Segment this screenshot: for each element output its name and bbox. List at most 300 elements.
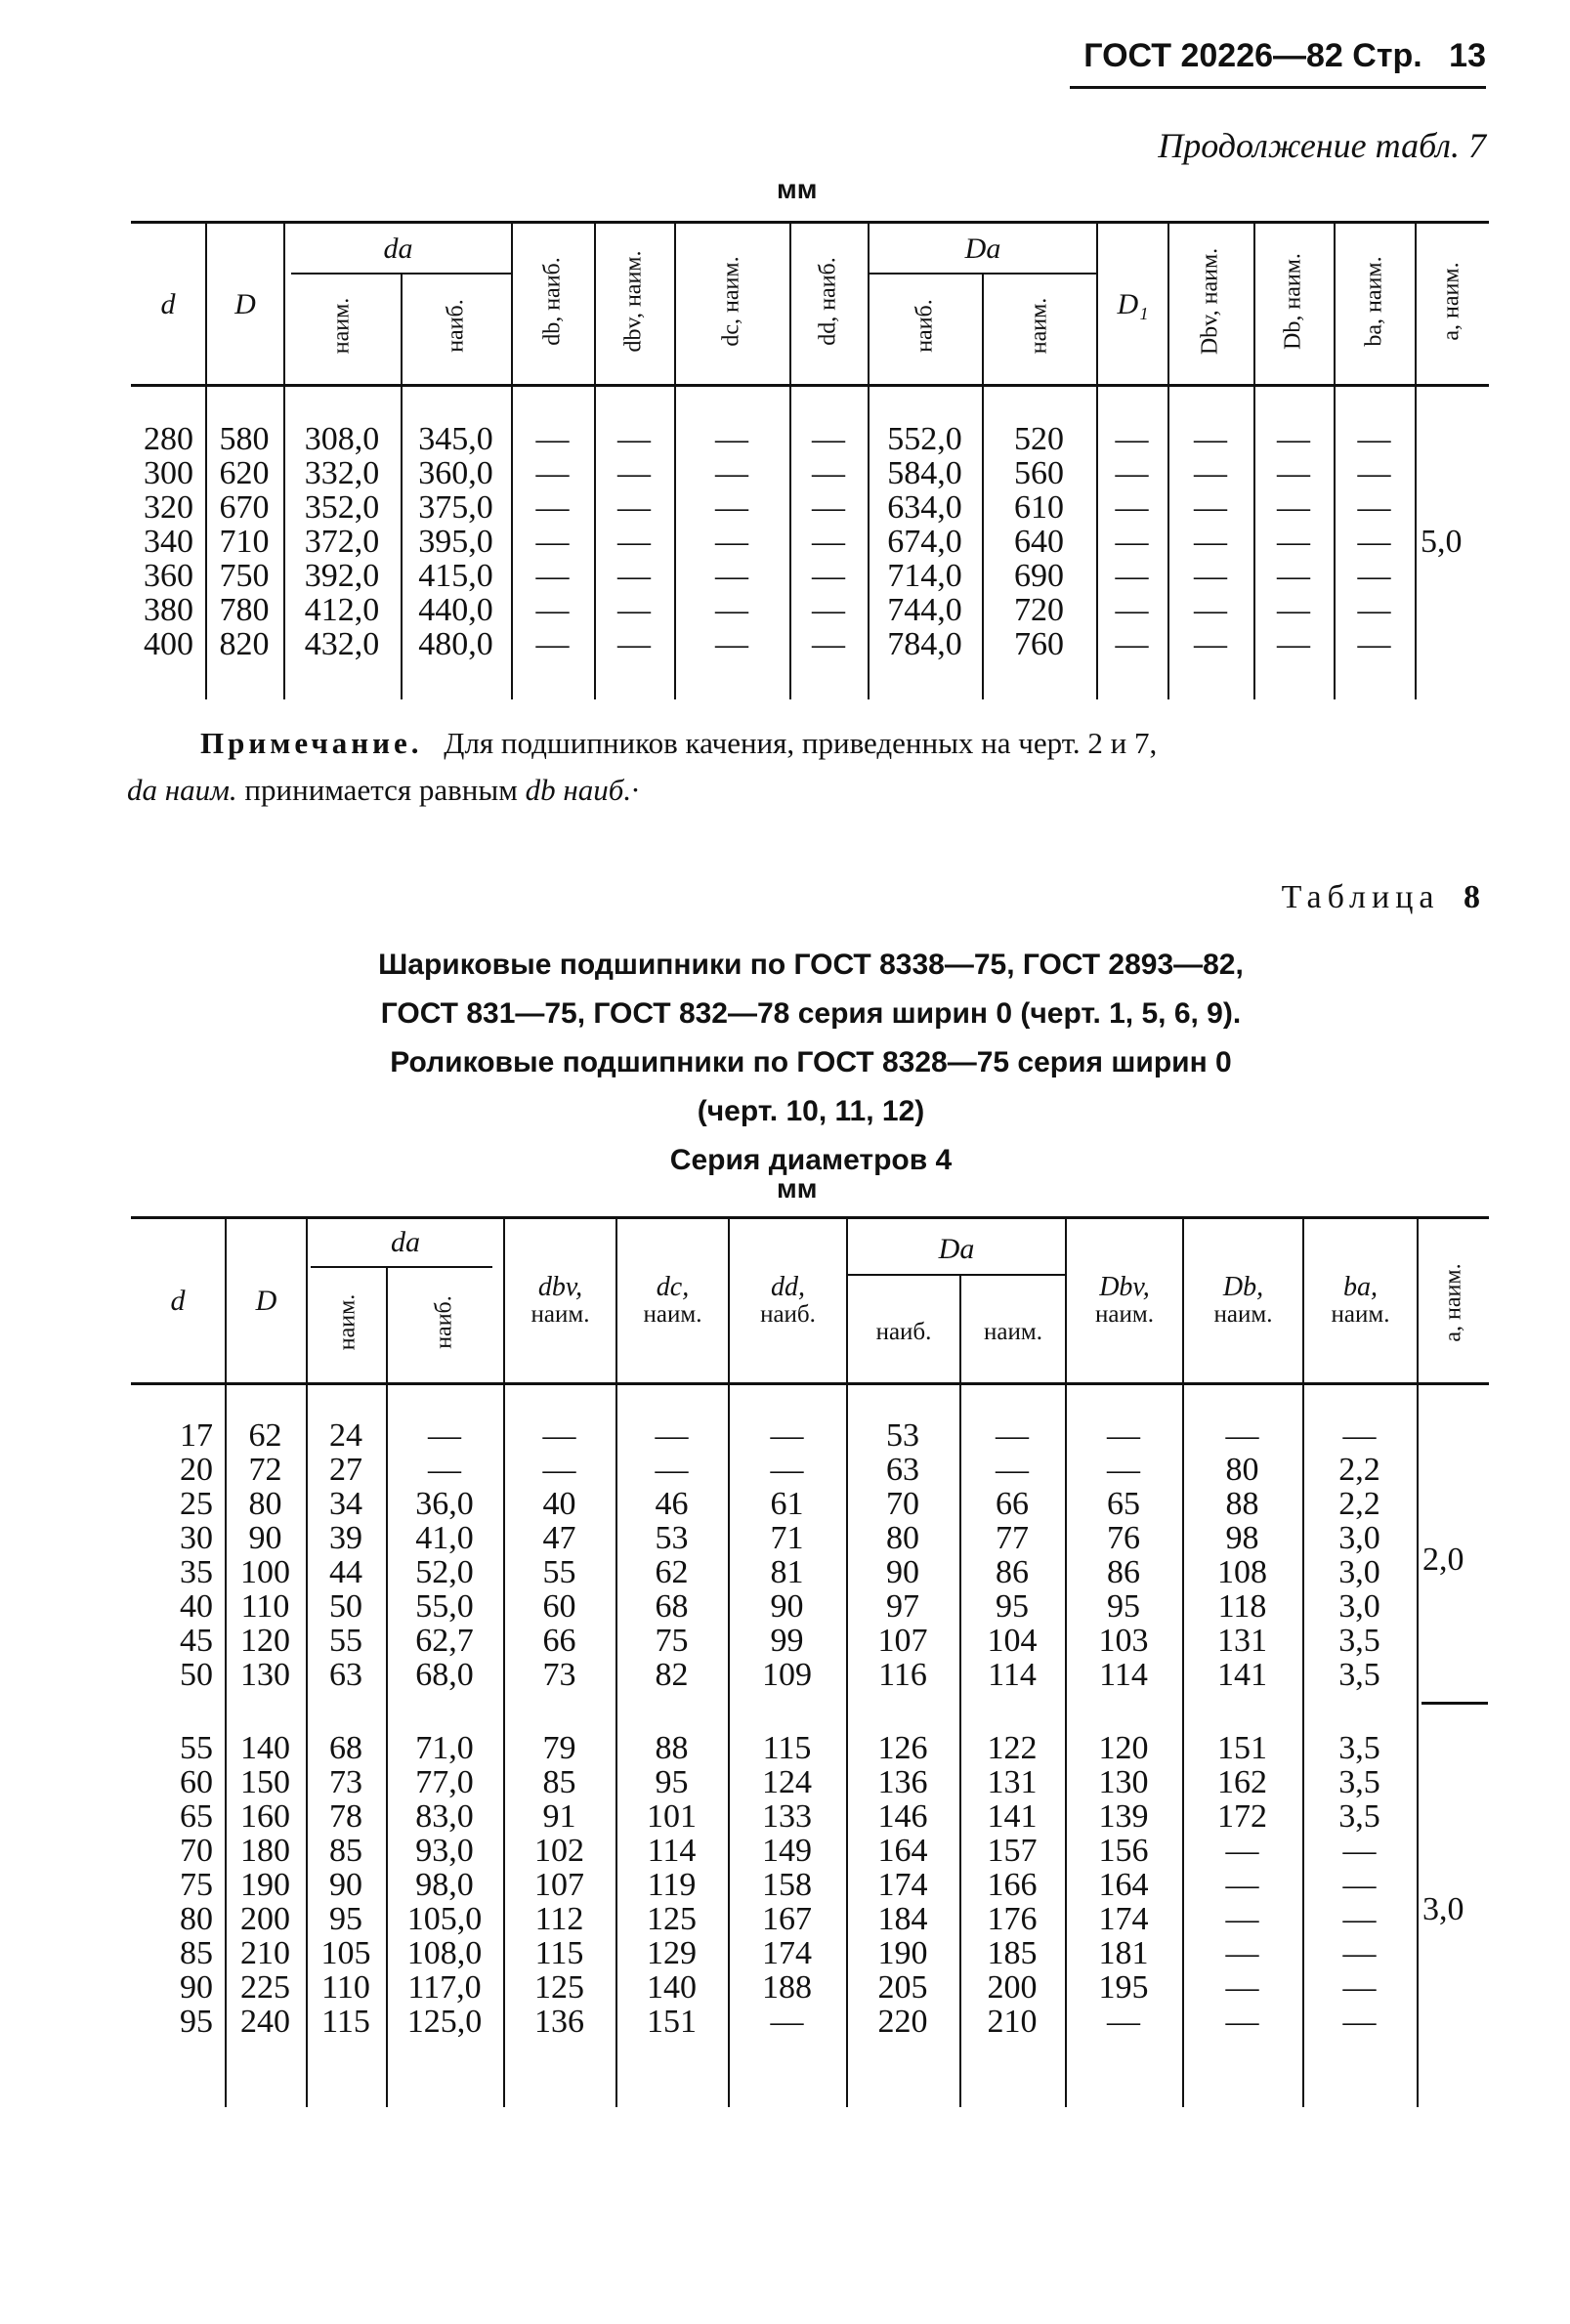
table8.rows_a-cell: 66	[542, 1623, 576, 1659]
table8.rows_b-cell: 136	[534, 2004, 584, 2040]
t7-h-da-naib: наиб.	[443, 299, 469, 353]
table8.rows_b-cell: —	[1342, 1935, 1377, 1971]
table8.rows_b-cell: —	[1342, 2004, 1377, 2040]
table8.rows_a-cell: —	[542, 1452, 576, 1488]
table8.rows_a-cell: —	[996, 1452, 1029, 1488]
table8.rows_a-cell: 55	[542, 1554, 576, 1590]
table7.rows-cell: —	[1194, 455, 1227, 491]
table-row	[131, 593, 1415, 627]
t8-h-dc-sub: наим.	[643, 1301, 702, 1328]
table8.rows_b-cell: 131	[987, 1764, 1038, 1800]
table8.rows_b-cell: 102	[534, 1833, 584, 1869]
table8.rows_b-cell: —	[1225, 1833, 1259, 1869]
table8.rows_a-cell: 72	[248, 1452, 282, 1488]
table8.rows_a-cell: 40	[180, 1588, 213, 1625]
table8.rows_b-cell: 93,0	[415, 1833, 474, 1869]
table7.rows-cell: —	[1194, 489, 1227, 526]
table8.rows_b-cell: 107	[534, 1867, 584, 1903]
table8.rows_a-cell: 131	[1217, 1623, 1267, 1659]
t7-h-Da-naim: наим.	[1026, 297, 1052, 355]
t7-h-dd: dd, наиб.	[815, 257, 841, 346]
table8-Da-rule	[848, 1274, 1065, 1276]
t7-h-dc: dc, наим.	[718, 256, 744, 347]
table7.rows-cell: 584,0	[887, 455, 962, 491]
table8.rows_a-cell: 68	[655, 1588, 689, 1625]
note-da: da наим.	[127, 773, 237, 807]
table8.rows_b-cell: 151	[1217, 1730, 1267, 1766]
table8.rows_a-cell: 27	[329, 1452, 362, 1488]
table8.rows_b-cell: 167	[762, 1901, 812, 1937]
table7.rows-cell: 670	[219, 489, 270, 526]
t7-h-dbv: dbv, наим.	[620, 250, 647, 353]
table7.rows-cell: —	[617, 626, 651, 662]
table8.rows_b-cell: 122	[987, 1730, 1038, 1766]
table8.rows_b-cell: 174	[762, 1935, 812, 1971]
table7.rows-cell: 372,0	[304, 524, 380, 560]
table8.rows_b-cell: 164	[877, 1833, 928, 1869]
t8-a-value-1: 2,0	[1422, 1542, 1464, 1578]
table8.rows_b-cell: 130	[1098, 1764, 1149, 1800]
table8.rows_b-cell: 83,0	[415, 1798, 474, 1835]
table8.rows_b-cell: 117,0	[407, 1969, 482, 2006]
table7.rows-cell: —	[617, 421, 651, 457]
t8-h-da-naib: наиб.	[431, 1295, 457, 1349]
table8.rows_a-cell: 68,0	[415, 1657, 474, 1693]
t8-h-Da-naib: наиб.	[875, 1319, 932, 1345]
table8.rows_b-cell: —	[1225, 1901, 1259, 1937]
table-row	[131, 1834, 1417, 1868]
table-row	[131, 490, 1415, 525]
table7.rows-cell: —	[1357, 524, 1391, 560]
table8-header-rule	[131, 1382, 1489, 1385]
table8.rows_a-cell: 114	[988, 1657, 1037, 1693]
table7.rows-cell: —	[715, 524, 748, 560]
table8.rows_a-cell: 108	[1217, 1554, 1267, 1590]
table7.rows-cell: 760	[1014, 626, 1064, 662]
table7.rows-cell: —	[535, 558, 570, 594]
t8-h-Dbv-sym: Dbv,	[1099, 1272, 1150, 1302]
table8.rows_b-cell: 200	[987, 1969, 1038, 2006]
table8.rows_a-cell: 98	[1225, 1520, 1259, 1556]
table7.rows-cell: —	[535, 524, 570, 560]
table7.rows-cell: —	[535, 455, 570, 491]
table8.rows_a-cell: 65	[1107, 1486, 1140, 1522]
title-line-2: ГОСТ 831—75, ГОСТ 832—78 серия ширин 0 (черт. 1, 5, 6, 9).	[380, 997, 1242, 1030]
table8.rows_b-cell: 125	[534, 1969, 584, 2006]
table8.rows_b-cell: 85	[542, 1764, 576, 1800]
table7.rows-cell: 580	[219, 421, 270, 457]
table8.rows_b-cell: 90	[329, 1867, 362, 1903]
table8.rows_b-cell: 156	[1098, 1833, 1149, 1869]
table7.rows-cell: —	[1357, 489, 1391, 526]
t8-h-da-naim: наим.	[334, 1293, 361, 1351]
table8.rows_a-cell: 66	[996, 1486, 1029, 1522]
table8.rows_a-cell: 34	[329, 1486, 362, 1522]
table7.rows-cell: —	[715, 455, 748, 491]
table7.rows-cell: —	[1277, 455, 1310, 491]
table8.rows_a-cell: 20	[180, 1452, 213, 1488]
table8.rows_b-cell: 136	[877, 1764, 928, 1800]
table8.rows_b-cell: 181	[1098, 1935, 1149, 1971]
table7.rows-cell: 714,0	[887, 558, 962, 594]
table7.rows-cell: 280	[144, 421, 193, 457]
table8.rows_b-cell: 205	[877, 1969, 928, 2006]
table7.rows-cell: —	[812, 592, 845, 628]
table7-continuation: Продолжение табл. 7	[1158, 126, 1486, 165]
table8.rows_a-cell: 62	[655, 1554, 689, 1590]
table8.rows_a-cell: 109	[762, 1657, 812, 1693]
table8.rows_a-cell: 86	[996, 1554, 1029, 1590]
table7.rows-cell: —	[617, 592, 651, 628]
table8.rows_a-cell: —	[1107, 1452, 1140, 1488]
table7.rows-cell: 552,0	[887, 421, 962, 457]
table8.rows_b-cell: 77,0	[415, 1764, 474, 1800]
table7.rows-cell: —	[1194, 626, 1227, 662]
table8.rows_b-cell: 95	[655, 1764, 689, 1800]
t7-h-da: da	[383, 232, 413, 265]
table7.rows-cell: 620	[219, 455, 270, 491]
table8.rows_b-cell: 71,0	[415, 1730, 474, 1766]
table8.rows_b-cell: 91	[542, 1798, 576, 1835]
table7.rows-cell: —	[617, 558, 651, 594]
table8.rows_b-cell: 3,5	[1338, 1764, 1380, 1800]
table8.rows_a-cell: 30	[180, 1520, 213, 1556]
note-label: Примечание.	[200, 726, 423, 760]
table8.rows_b-cell: 146	[877, 1798, 928, 1835]
table8.rows_a-cell: 3,0	[1338, 1520, 1380, 1556]
t8-h-Dbv	[1067, 1274, 1182, 1329]
t8-h-Db	[1184, 1274, 1302, 1329]
table8.rows_a-cell: 97	[886, 1588, 919, 1625]
table8.rows_b-cell: 95	[329, 1901, 362, 1937]
table8.rows_a-cell: —	[542, 1417, 576, 1454]
table8.rows_a-cell: 39	[329, 1520, 362, 1556]
table7.rows-cell: —	[812, 455, 845, 491]
table8.rows_b-cell: 164	[1098, 1867, 1149, 1903]
table8.rows_b-cell: —	[1225, 1867, 1259, 1903]
table7.rows-cell: —	[1357, 455, 1391, 491]
table8.rows_b-cell: 3,5	[1338, 1730, 1380, 1766]
table8.rows_a-cell: 63	[886, 1452, 919, 1488]
note-db: db наиб.·	[525, 773, 639, 807]
table8.rows_a-cell: 46	[655, 1486, 689, 1522]
table7.rows-cell: —	[715, 421, 748, 457]
table8.rows_b-cell: 166	[987, 1867, 1038, 1903]
table7.rows-cell: 300	[144, 455, 193, 491]
note-text1: Для подшипников качения, приведенных на черт. 2 и 7,	[444, 726, 1158, 760]
table8.rows_a-cell: 118	[1217, 1588, 1267, 1625]
table8-title	[147, 941, 1475, 1185]
table8.rows_b-cell: 200	[240, 1901, 290, 1937]
title-line-1: Шариковые подшипники по ГОСТ 8338—75, ГОСТ 2893—82,	[378, 949, 1244, 981]
t7-h-Db: Db, наим.	[1280, 253, 1306, 350]
table8.rows_a-cell: —	[428, 1417, 461, 1454]
t8-h-ba-sym: ba,	[1343, 1272, 1378, 1302]
table8.rows_a-cell: 44	[329, 1554, 362, 1590]
table8.rows_a-cell: —	[428, 1452, 461, 1488]
table8.rows_b-cell: 85	[180, 1935, 213, 1971]
table8.rows_b-cell: —	[1342, 1969, 1377, 2006]
table7.rows-cell: 345,0	[418, 421, 493, 457]
table8.rows_a-cell: 77	[996, 1520, 1029, 1556]
table7.rows-cell: 432,0	[304, 626, 380, 662]
table7.rows-cell: 784,0	[887, 626, 962, 662]
page-header	[1083, 37, 1486, 75]
table8.rows_b-cell: 120	[1098, 1730, 1149, 1766]
t7-h-D1: D₁	[1117, 288, 1149, 320]
t8-h-da: da	[391, 1226, 420, 1258]
table8.rows_b-cell: 98,0	[415, 1867, 474, 1903]
table8.rows_b-cell: 55	[180, 1730, 213, 1766]
table8.rows_b-cell: —	[1342, 1833, 1377, 1869]
table8.rows_b-cell: 80	[180, 1901, 213, 1937]
t7-h-da-naim: наим.	[328, 297, 355, 355]
table8.rows_b-cell: 126	[877, 1730, 928, 1766]
table8.rows_b-cell: 184	[877, 1901, 928, 1937]
title-line-4: (черт. 10, 11, 12)	[697, 1095, 925, 1127]
table8.rows_a-cell: 3,5	[1338, 1657, 1380, 1693]
table7.rows-cell: —	[812, 421, 845, 457]
table7.rows-cell: 640	[1014, 524, 1064, 560]
table-row	[131, 1555, 1417, 1589]
table7.rows-cell: 415,0	[418, 558, 493, 594]
table8.rows_a-cell: 61	[770, 1486, 804, 1522]
table-row	[131, 1868, 1417, 1902]
table7.rows-cell: 360,0	[418, 455, 493, 491]
table7.rows-cell: 720	[1014, 592, 1064, 628]
table8.rows_b-cell: 115	[762, 1730, 812, 1766]
table7.rows-cell: —	[812, 489, 845, 526]
table8.rows_b-cell: 160	[240, 1798, 290, 1835]
table8.rows_a-cell: 95	[1107, 1588, 1140, 1625]
t8-h-a: a, наим.	[1440, 1263, 1466, 1342]
table8.rows_b-cell: 151	[647, 2004, 697, 2040]
table8.rows_b-cell: 190	[877, 1935, 928, 1971]
table7.rows-cell: 480,0	[418, 626, 493, 662]
table8-body-b	[131, 1731, 1417, 2039]
t7-h-Da: Da	[964, 232, 1001, 265]
table7.rows-cell: —	[617, 455, 651, 491]
table8.rows_a-cell: 50	[180, 1657, 213, 1693]
table8.rows_b-cell: 124	[762, 1764, 812, 1800]
table7.rows-cell: —	[1115, 626, 1149, 662]
table8.rows_b-cell: 115	[534, 1935, 584, 1971]
table8.rows_a-cell: —	[770, 1417, 804, 1454]
table-row	[131, 1731, 1417, 1765]
table8.rows_b-cell: 162	[1217, 1764, 1267, 1800]
t8-h-dd	[730, 1274, 846, 1329]
table8.rows_a-cell: 104	[987, 1623, 1038, 1659]
table7.rows-cell: —	[1194, 558, 1227, 594]
t8-h-dd-sym: dd,	[771, 1272, 805, 1302]
t8-h-Dbv-sub: наим.	[1095, 1301, 1154, 1328]
t7-h-d: d	[160, 288, 176, 320]
table7.rows-cell: —	[535, 421, 570, 457]
table8.rows_a-cell: —	[1342, 1417, 1377, 1454]
table8-label	[1282, 879, 1486, 916]
table8.rows_a-cell: 80	[248, 1486, 282, 1522]
table8.rows_a-cell: —	[770, 1452, 804, 1488]
table7.rows-cell: 520	[1014, 421, 1064, 457]
table8.rows_a-cell: 120	[240, 1623, 290, 1659]
table8.rows_b-cell: 115	[321, 2004, 370, 2040]
table7.rows-cell: 780	[219, 592, 270, 628]
table7.rows-cell: 750	[219, 558, 270, 594]
header-rule	[1070, 86, 1486, 89]
table-row	[131, 1658, 1417, 1692]
table7.rows-cell: —	[1194, 524, 1227, 560]
table8.rows_a-cell: 45	[180, 1623, 213, 1659]
table7-top-rule	[131, 221, 1489, 224]
table8.rows_a-cell: 107	[877, 1623, 928, 1659]
t8-h-dbv	[505, 1274, 615, 1329]
table7.rows-cell: —	[1277, 558, 1310, 594]
table8.rows_a-cell: 3,0	[1338, 1554, 1380, 1590]
table8.rows_a-cell: 80	[886, 1520, 919, 1556]
table7.rows-cell: —	[1115, 421, 1149, 457]
table8.rows_b-cell: 140	[240, 1730, 290, 1766]
table8.rows_b-cell: —	[1342, 1867, 1377, 1903]
table8.rows_a-cell: 76	[1107, 1520, 1140, 1556]
table7.rows-cell: —	[1115, 489, 1149, 526]
table8.rows_b-cell: 180	[240, 1833, 290, 1869]
table8.rows_b-cell: 68	[329, 1730, 362, 1766]
table7.rows-cell: 690	[1014, 558, 1064, 594]
standard-number: ГОСТ 20226—82	[1083, 37, 1343, 74]
table7.rows-cell: —	[812, 558, 845, 594]
table7.rows-cell: —	[617, 524, 651, 560]
page-label: Стр.	[1352, 37, 1422, 74]
table7.rows-cell: —	[1115, 524, 1149, 560]
table8.rows_a-cell: 81	[770, 1554, 804, 1590]
table7.rows-cell: 744,0	[887, 592, 962, 628]
t8-h-dc-sym: dc,	[656, 1272, 690, 1302]
table8.rows_b-cell: 157	[987, 1833, 1038, 1869]
table8.rows_b-cell: 195	[1098, 1969, 1149, 2006]
table7.rows-cell: 820	[219, 626, 270, 662]
table-row	[131, 1624, 1417, 1658]
t7-h-a: a, наим.	[1438, 262, 1464, 341]
table8.rows_b-cell: 60	[180, 1764, 213, 1800]
table7.rows-cell: —	[812, 626, 845, 662]
table8.rows_a-cell: 130	[240, 1657, 290, 1693]
table8.rows_b-cell: 114	[647, 1833, 697, 1869]
table8.rows_b-cell: 210	[987, 2004, 1038, 2040]
table8.rows_a-cell: 100	[240, 1554, 290, 1590]
table8.rows_a-cell: 82	[655, 1657, 689, 1693]
table7.rows-cell: —	[1357, 626, 1391, 662]
table7.rows-cell: —	[715, 558, 748, 594]
table-row	[131, 627, 1415, 661]
t8-h-d: d	[170, 1285, 186, 1317]
table8.rows_b-cell: —	[1225, 1969, 1259, 2006]
t8-h-dbv-sub: наим.	[530, 1301, 590, 1328]
table8.rows_b-cell: 174	[877, 1867, 928, 1903]
table7.rows-cell: —	[535, 592, 570, 628]
t8-h-dc	[617, 1274, 728, 1329]
table8-unit: мм	[777, 1173, 818, 1204]
t8-h-ba-sub: наим.	[1331, 1301, 1390, 1328]
table8.rows_a-cell: 110	[240, 1588, 290, 1625]
table8.rows_a-cell: 3,5	[1338, 1623, 1380, 1659]
table7.rows-cell: —	[1115, 455, 1149, 491]
table-row	[131, 1902, 1417, 1936]
table8.rows_a-cell: 2,2	[1338, 1486, 1380, 1522]
table7.rows-cell: 710	[219, 524, 270, 560]
t7-h-D: D	[234, 288, 256, 320]
table8.rows_a-cell: —	[1225, 1417, 1259, 1454]
table7.rows-cell: —	[812, 524, 845, 560]
table8.rows_b-cell: —	[1342, 1901, 1377, 1937]
table-row	[131, 1799, 1417, 1834]
table8.rows_a-cell: 73	[542, 1657, 576, 1693]
table8.rows_a-cell: 35	[180, 1554, 213, 1590]
table8.rows_a-cell: 62	[248, 1417, 282, 1454]
t8-h-Da: Da	[938, 1233, 975, 1265]
table7.rows-cell: 360	[144, 558, 193, 594]
table7.rows-cell: 340	[144, 524, 193, 560]
table8.rows_b-cell: 119	[647, 1867, 697, 1903]
table8.rows_b-cell: 101	[647, 1798, 697, 1835]
table-row	[131, 1765, 1417, 1799]
table8.rows_b-cell: 188	[762, 1969, 812, 2006]
table8.rows_a-cell: 24	[329, 1417, 362, 1454]
table7.rows-cell: 560	[1014, 455, 1064, 491]
t8-h-Da-naim: наим.	[984, 1319, 1042, 1345]
table8.rows_a-cell: 17	[180, 1417, 213, 1454]
t7-h-Dbv: Dbv, наим.	[1197, 247, 1223, 356]
t8-h-dbv-sym: dbv,	[537, 1272, 583, 1302]
t8-h-dd-sub: наиб.	[760, 1301, 816, 1328]
table7.rows-cell: 634,0	[887, 489, 962, 526]
table8.rows_a-cell: —	[655, 1452, 689, 1488]
table8.rows_a-cell: 71	[770, 1520, 804, 1556]
table8.rows_a-cell: 3,0	[1338, 1588, 1380, 1625]
table8.rows_b-cell: 78	[329, 1798, 362, 1835]
table-row	[131, 1487, 1417, 1521]
table8.rows_b-cell: 141	[987, 1798, 1038, 1835]
t7-a-value: 5,0	[1421, 524, 1463, 560]
table7.rows-cell: 412,0	[304, 592, 380, 628]
table8.rows_b-cell: 158	[762, 1867, 812, 1903]
title-line-3: Роликовые подшипники по ГОСТ 8328—75 серия ширин 0	[390, 1046, 1232, 1078]
table8.rows_a-cell: 90	[886, 1554, 919, 1590]
title-line-5: Серия диаметров 4	[669, 1144, 953, 1176]
table7.rows-cell: —	[1194, 592, 1227, 628]
table8.rows_b-cell: 174	[1098, 1901, 1149, 1937]
table8.rows_a-cell: 75	[655, 1623, 689, 1659]
note-text2: принимается равным	[244, 773, 518, 807]
table7.rows-cell: —	[1277, 592, 1310, 628]
table8.rows_b-cell: 79	[542, 1730, 576, 1766]
table7.rows-cell: —	[535, 626, 570, 662]
table8.rows_b-cell: 112	[534, 1901, 584, 1937]
table8.rows_b-cell: 176	[987, 1901, 1038, 1937]
table7.rows-cell: 375,0	[418, 489, 493, 526]
table8.rows_b-cell: 105	[320, 1935, 371, 1971]
table7.rows-cell: —	[715, 626, 748, 662]
table7.rows-cell: —	[535, 489, 570, 526]
table-row	[131, 422, 1415, 456]
table8.rows_a-cell: —	[996, 1417, 1029, 1454]
table7.rows-cell: —	[715, 489, 748, 526]
table8.rows_a-cell: 103	[1098, 1623, 1149, 1659]
table8.rows_b-cell: 90	[180, 1969, 213, 2006]
table8.rows_b-cell: —	[770, 2004, 804, 2040]
table8.rows_a-cell: 86	[1107, 1554, 1140, 1590]
table8-word: Таблица	[1281, 879, 1440, 915]
table8-number: 8	[1464, 879, 1486, 915]
